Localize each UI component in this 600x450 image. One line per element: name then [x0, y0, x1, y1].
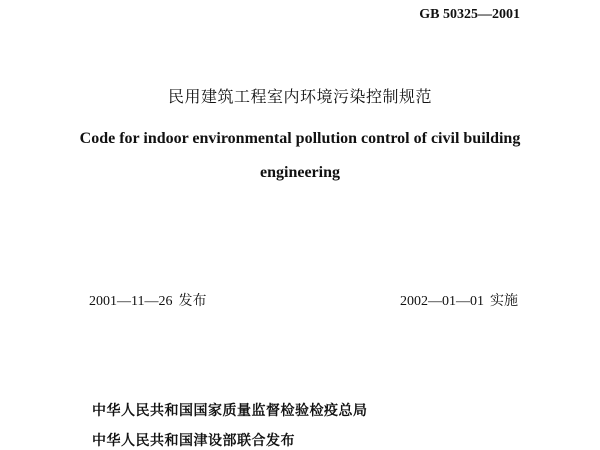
issue-date-block — [89, 290, 206, 310]
standard-number: GB 50325—2001 — [419, 7, 520, 22]
issue-date: 2001—11—26 — [89, 294, 173, 309]
publisher-line-2: 中华人民共和国津设部联合发布 — [92, 433, 295, 449]
publisher-line-1: 中华人民共和国国家质量监督检验检疫总局 — [92, 403, 368, 419]
title-english-line2: engineering — [260, 164, 340, 181]
issue-label: 发布 — [178, 294, 207, 309]
title-chinese: 民用建筑工程室内环境污染控制规范 — [167, 87, 432, 106]
implementation-label: 实施 — [490, 294, 518, 309]
title-english-line1: Code for indoor environmental pollution control of civil building — [79, 130, 521, 147]
implementation-date: 2002—01—01 — [400, 294, 484, 309]
implementation-date-block — [400, 290, 518, 310]
